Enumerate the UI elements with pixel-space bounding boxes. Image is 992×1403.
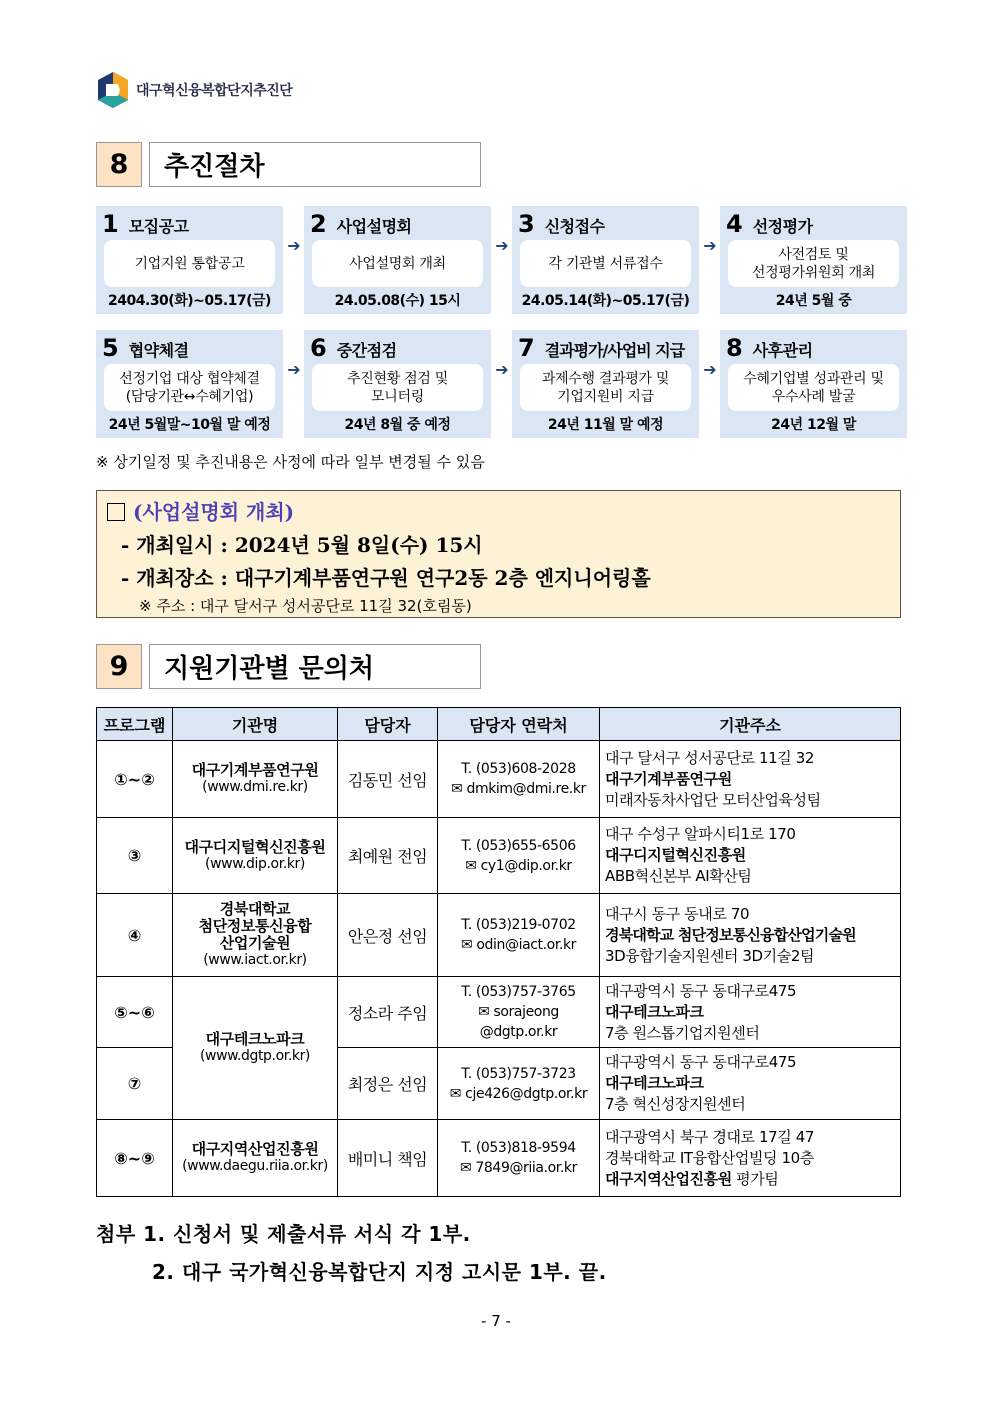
- manager-cell: 배미니 책임: [338, 1120, 438, 1197]
- mail-icon: ✉: [451, 781, 463, 797]
- address-line: 7층 혁신성장지원센터: [605, 1095, 746, 1113]
- address-line: 대구 수성구 알파시티1로 170: [605, 825, 796, 843]
- step-date: 24.05.14(화)~05.17(금): [521, 293, 690, 309]
- column-header: 기관주소: [600, 708, 901, 741]
- contact-cell: [438, 894, 600, 977]
- address-line: 미래자동차사업단 모터산업육성팀: [605, 790, 821, 809]
- section-9-header: [96, 644, 481, 689]
- process-step: [512, 206, 699, 314]
- process-step: [304, 206, 491, 314]
- email: cy1@dip.or.kr: [480, 857, 572, 874]
- step-date: 24년 12월 말: [771, 417, 856, 433]
- step-number: 6: [310, 334, 327, 362]
- org-name: 경북대학교 첨단정보통신융합 산업기술원: [198, 900, 312, 952]
- process-step: [512, 330, 699, 438]
- org-cell: [173, 1120, 338, 1197]
- email: sorajeong @dgtp.or.kr: [479, 1004, 559, 1040]
- address-line: 대구광역시 동구 동대구로475: [605, 1053, 797, 1071]
- step-description: 과제수행 결과평가 및 기업지원비 지급: [520, 364, 691, 411]
- section-number: 9: [96, 644, 142, 689]
- step-description: 사전검토 및 선정평가위원회 개최: [728, 240, 899, 287]
- process-step: [304, 330, 491, 438]
- process-step: [96, 330, 283, 438]
- arrow-right-icon: ➔: [703, 236, 717, 255]
- org-cell: [173, 894, 338, 977]
- step-date: 24년 5월 중: [775, 293, 852, 309]
- seminar-box: [96, 490, 901, 618]
- org-name: 대구혁신융복합단지추진단: [136, 83, 293, 99]
- section-number: 8: [96, 142, 142, 187]
- org-url: (www.dgtp.or.kr): [200, 1048, 310, 1064]
- email: dmkim@dmi.re.kr: [466, 781, 586, 797]
- checkbox-square-icon: [107, 503, 125, 521]
- step-number: 2: [310, 210, 327, 238]
- step-date: 24.05.08(수) 15시: [334, 293, 461, 309]
- org-url: (www.iact.or.kr): [203, 952, 307, 968]
- step-description: 선정기업 대상 협약체결 (담당기관↔수혜기업): [104, 364, 275, 411]
- address-line: 7층 원스톱기업지원센터: [605, 1023, 760, 1042]
- phone: T. (053)655-6506: [461, 837, 576, 854]
- table-row: [97, 894, 901, 977]
- org-url: (www.dip.or.kr): [205, 855, 305, 872]
- org-cell: [173, 741, 338, 818]
- address-line: 3D융합기술지원센터 3D기술2팀: [605, 946, 815, 965]
- column-header: 담당자 연락처: [438, 708, 600, 741]
- step-name: 중간점검: [336, 341, 397, 360]
- process-step: [720, 206, 907, 314]
- org-name: 대구지역산업진흥원: [191, 1140, 319, 1158]
- org-logo: [96, 70, 292, 110]
- contact-cell: [438, 977, 600, 1048]
- step-number: 5: [102, 334, 119, 362]
- address-cell: [600, 894, 901, 977]
- table-row: [97, 977, 901, 1048]
- mail-icon: ✉: [460, 937, 473, 953]
- address-line: 대구기계부품연구원: [605, 769, 732, 788]
- address-line: 대구디지털혁신진흥원: [605, 846, 746, 864]
- contact-cell: [438, 741, 600, 818]
- seminar-title: (사업설명회 개최): [107, 496, 294, 525]
- address-line: 대구광역시 동구 동대구로475: [605, 981, 797, 1000]
- page-number: - 7 -: [481, 1312, 511, 1330]
- step-number: 7: [518, 334, 535, 362]
- arrow-right-icon: ➔: [495, 236, 509, 255]
- manager-cell: 안은정 선임: [338, 894, 438, 977]
- column-header: 담당자: [338, 708, 438, 741]
- step-name: 선정평가: [752, 217, 813, 236]
- step-description: 기업지원 통합공고: [104, 240, 275, 287]
- column-header: 기관명: [173, 708, 338, 741]
- org-name: 대구디지털혁신진흥원: [184, 837, 326, 856]
- arrow-right-icon: ➔: [495, 360, 509, 379]
- step-date: 24년 5월말~10월 말 예정: [108, 417, 271, 433]
- seminar-datetime: - 개최일시 : 2024년 5월 8일(수) 15시: [121, 533, 483, 557]
- step-date: 24년 8월 중 예정: [344, 417, 451, 433]
- arrow-right-icon: ➔: [287, 236, 301, 255]
- step-date: 24년 11월 말 예정: [547, 417, 664, 433]
- table-row: [97, 818, 901, 894]
- section-title: 지원기관별 문의처: [149, 644, 481, 689]
- phone: T. (053)757-3765: [461, 984, 576, 1000]
- manager-cell: 최예원 전임: [338, 818, 438, 894]
- step-name: 사업설명회: [336, 217, 412, 236]
- contact-table: [96, 707, 901, 1197]
- address-cell: [600, 741, 901, 818]
- seminar-address: ※ 주소 : 대구 달서구 성서공단로 11길 32(호림동): [139, 597, 472, 615]
- step-description: 추진현황 점검 및 모니터링: [312, 364, 483, 411]
- contact-cell: [438, 1120, 600, 1197]
- program-cell: ⑧~⑨: [97, 1120, 173, 1197]
- step-number: 3: [518, 210, 535, 238]
- address-line: 대구광역시 북구 경대로 17길 47: [605, 1127, 815, 1146]
- step-name: 사후관리: [752, 341, 813, 360]
- table-header-row: [97, 708, 901, 741]
- phone: T. (053)818-9594: [461, 1140, 576, 1156]
- email: odin@iact.or.kr: [476, 937, 577, 953]
- step-name: 결과평가/사업비 지급: [544, 341, 685, 360]
- org-url: (www.daegu.riia.or.kr): [182, 1158, 328, 1174]
- program-cell: ⑦: [97, 1048, 173, 1120]
- step-date: 2404.30(화)~05.17(금): [108, 293, 271, 309]
- schedule-note: ※ 상기일정 및 추진내용은 사정에 따라 일부 변경될 수 있음: [96, 453, 485, 471]
- contact-cell: [438, 818, 600, 894]
- program-cell: ③: [97, 818, 173, 894]
- org-name: 대구테크노파크: [205, 1030, 305, 1048]
- address-line: 경북대학교 IT융합산업빌딩 10층: [605, 1148, 814, 1167]
- arrow-right-icon: ➔: [703, 360, 717, 379]
- process-step: [720, 330, 907, 438]
- mail-icon: ✉: [460, 1160, 472, 1176]
- address-cell: [600, 818, 901, 894]
- org-url: (www.dmi.re.kr): [202, 779, 308, 795]
- table-row: [97, 1120, 901, 1197]
- manager-cell: 김동민 선임: [338, 741, 438, 818]
- process-step: [96, 206, 283, 314]
- step-description: 사업설명회 개최: [312, 240, 483, 287]
- address-line: 대구테크노파크: [605, 1074, 704, 1092]
- mail-icon: ✉: [465, 857, 477, 874]
- address-line: 경북대학교 첨단정보통신융합산업기술원: [605, 925, 856, 944]
- step-number: 4: [726, 210, 743, 238]
- step-description: 각 기관별 서류접수: [520, 240, 691, 287]
- step-description: 수혜기업별 성과관리 및 우수사례 발굴: [728, 364, 899, 411]
- org-cell: [173, 818, 338, 894]
- mail-icon: ✉: [478, 1004, 490, 1020]
- step-number: 8: [726, 334, 743, 362]
- section-title: 추진절차: [149, 142, 481, 187]
- program-cell: ①~②: [97, 741, 173, 818]
- address-cell: [600, 1048, 901, 1120]
- address-bold: 대구지역산업진흥원: [605, 1169, 732, 1188]
- address-line: [605, 1169, 898, 1190]
- step-name: 협약체결: [128, 341, 189, 360]
- program-cell: ④: [97, 894, 173, 977]
- table-row: [97, 741, 901, 818]
- step-number: 1: [102, 210, 119, 238]
- address-rest: 평가팀: [731, 1169, 779, 1188]
- phone: T. (053)219-0702: [461, 917, 576, 933]
- email: cje426@dgtp.or.kr: [465, 1085, 588, 1102]
- address-cell: [600, 977, 901, 1048]
- org-cell: [173, 977, 338, 1120]
- arrow-right-icon: ➔: [287, 360, 301, 379]
- org-logo-icon: [96, 70, 130, 110]
- program-cell: ⑤~⑥: [97, 977, 173, 1048]
- address-line: 대구테크노파크: [605, 1002, 704, 1021]
- phone: T. (053)757-3723: [461, 1065, 576, 1082]
- mail-icon: ✉: [449, 1085, 462, 1102]
- manager-cell: 최정은 선임: [338, 1048, 438, 1120]
- section-8-header: [96, 142, 481, 187]
- manager-cell: 정소라 주임: [338, 977, 438, 1048]
- attachment-line-2: 2. 대구 국가혁신융복합단지 지정 고시문 1부. 끝.: [152, 1260, 607, 1284]
- seminar-venue: - 개최장소 : 대구기계부품연구원 연구2동 2층 엔지니어링홀: [121, 566, 651, 590]
- column-header: 프로그램: [97, 708, 173, 741]
- contact-cell: [438, 1048, 600, 1120]
- attachment-line-1: 첨부 1. 신청서 및 제출서류 서식 각 1부.: [96, 1222, 471, 1246]
- phone: T. (053)608-2028: [461, 761, 576, 777]
- email: 7849@riia.or.kr: [475, 1160, 577, 1176]
- address-line: 대구 달서구 성서공단로 11길 32: [605, 748, 815, 767]
- address-cell: [600, 1120, 901, 1197]
- address-line: 대구시 동구 동내로 70: [605, 904, 750, 923]
- step-name: 신청접수: [544, 217, 605, 236]
- step-name: 모집공고: [128, 217, 189, 236]
- org-name: 대구기계부품연구원: [191, 761, 319, 779]
- address-line: ABB혁신본부 AI확산팀: [605, 867, 752, 885]
